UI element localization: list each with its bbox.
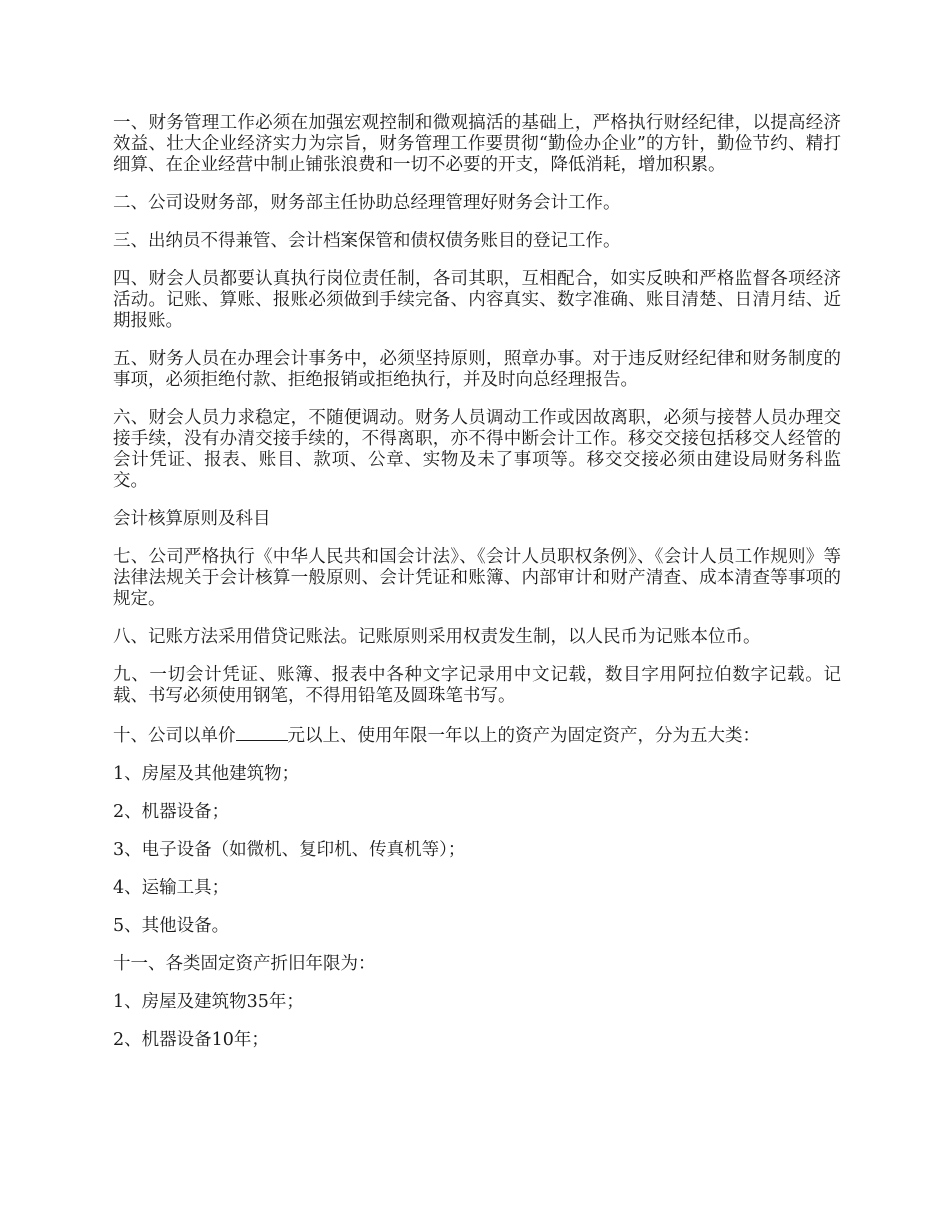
category-item: 4、运输工具； [113,878,230,898]
category-item: 3、电子设备（如微机、复印机、传真机等）； [113,840,466,860]
paragraph-2: 二、公司设财务部，财务部主任协助总经理管理好财务会计工作。 [113,193,621,213]
category-item: 1、房屋及其他建筑物； [113,764,300,784]
paragraph-3: 三、出纳员不得兼管、会计档案保管和债权债务账目的登记工作。 [113,231,621,251]
depreciation-item: 1、房屋及建筑物35年； [113,992,304,1012]
paragraph-11: 十一、各类固定资产折旧年限为： [113,954,376,974]
category-item: 2、机器设备； [113,802,230,822]
paragraph-4: 四、财会人员都要认真执行岗位责任制，各司其职，互相配合，如实反映和严格监督各项经济活动。记账、算账、报账必须做到手续完备、内容真实、数字准确、账目清楚、日清月结、近期报账。 [113,269,841,331]
depreciation-item: 2、机器设备10年； [113,1030,269,1050]
paragraph-10-after: 元以上、使用年限一年以上的资产为固定资产，分为五大类： [287,726,760,746]
paragraph-9: 九、一切会计凭证、账簿、报表中各种文字记录用中文记载，数目字用阿拉伯数字记载。记载、书写必须使用钢笔，不得用铅笔及圆珠笔书写。 [113,665,841,706]
document-body [113,113,841,1068]
paragraph-10-before: 十、公司以单价 [113,726,236,746]
paragraph-8: 八、记账方法采用借贷记账法。记账原则采用权责发生制，以人民币为记账本位币。 [113,627,761,647]
paragraph-10 [113,724,841,747]
paragraph-1: 一、财务管理工作必须在加强宏观控制和微观搞活的基础上，严格执行财经纪律，以提高经济效益、壮大企业经济实力为宗旨，财务管理工作要贯彻“勤俭办企业”的方针，勤俭节约、精打细算、在企业经营中制止铺张浪费和一切不必要的开支，降低消耗，增加积累。 [113,113,841,175]
category-item: 5、其他设备。 [113,916,230,936]
price-blank [236,724,288,741]
paragraph-6: 六、财会人员力求稳定，不随便调动。财务人员调动工作或因故离职，必须与接替人员办理交接手续，没有办清交接手续的，不得离职，亦不得中断会计工作。移交交接包括移交人经管的会计凭证、报表、账目、款项、公章、实物及未了事项等。移交交接必须由建设局财务科监交。 [113,408,841,491]
paragraph-5: 五、财务人员在办理会计事务中，必须坚持原则，照章办事。对于违反财经纪律和财务制度的事项，必须拒绝付款、拒绝报销或拒绝执行，并及时向总经理报告。 [113,349,841,390]
section-heading: 会计核算原则及科目 [113,509,271,529]
paragraph-7: 七、公司严格执行《中华人民共和国会计法》、《会计人员职权条例》、《会计人员工作规则》等法律法规关于会计核算一般原则、会计凭证和账簿、内部审计和财产清查、成本清查等事项的规定。 [113,547,841,609]
